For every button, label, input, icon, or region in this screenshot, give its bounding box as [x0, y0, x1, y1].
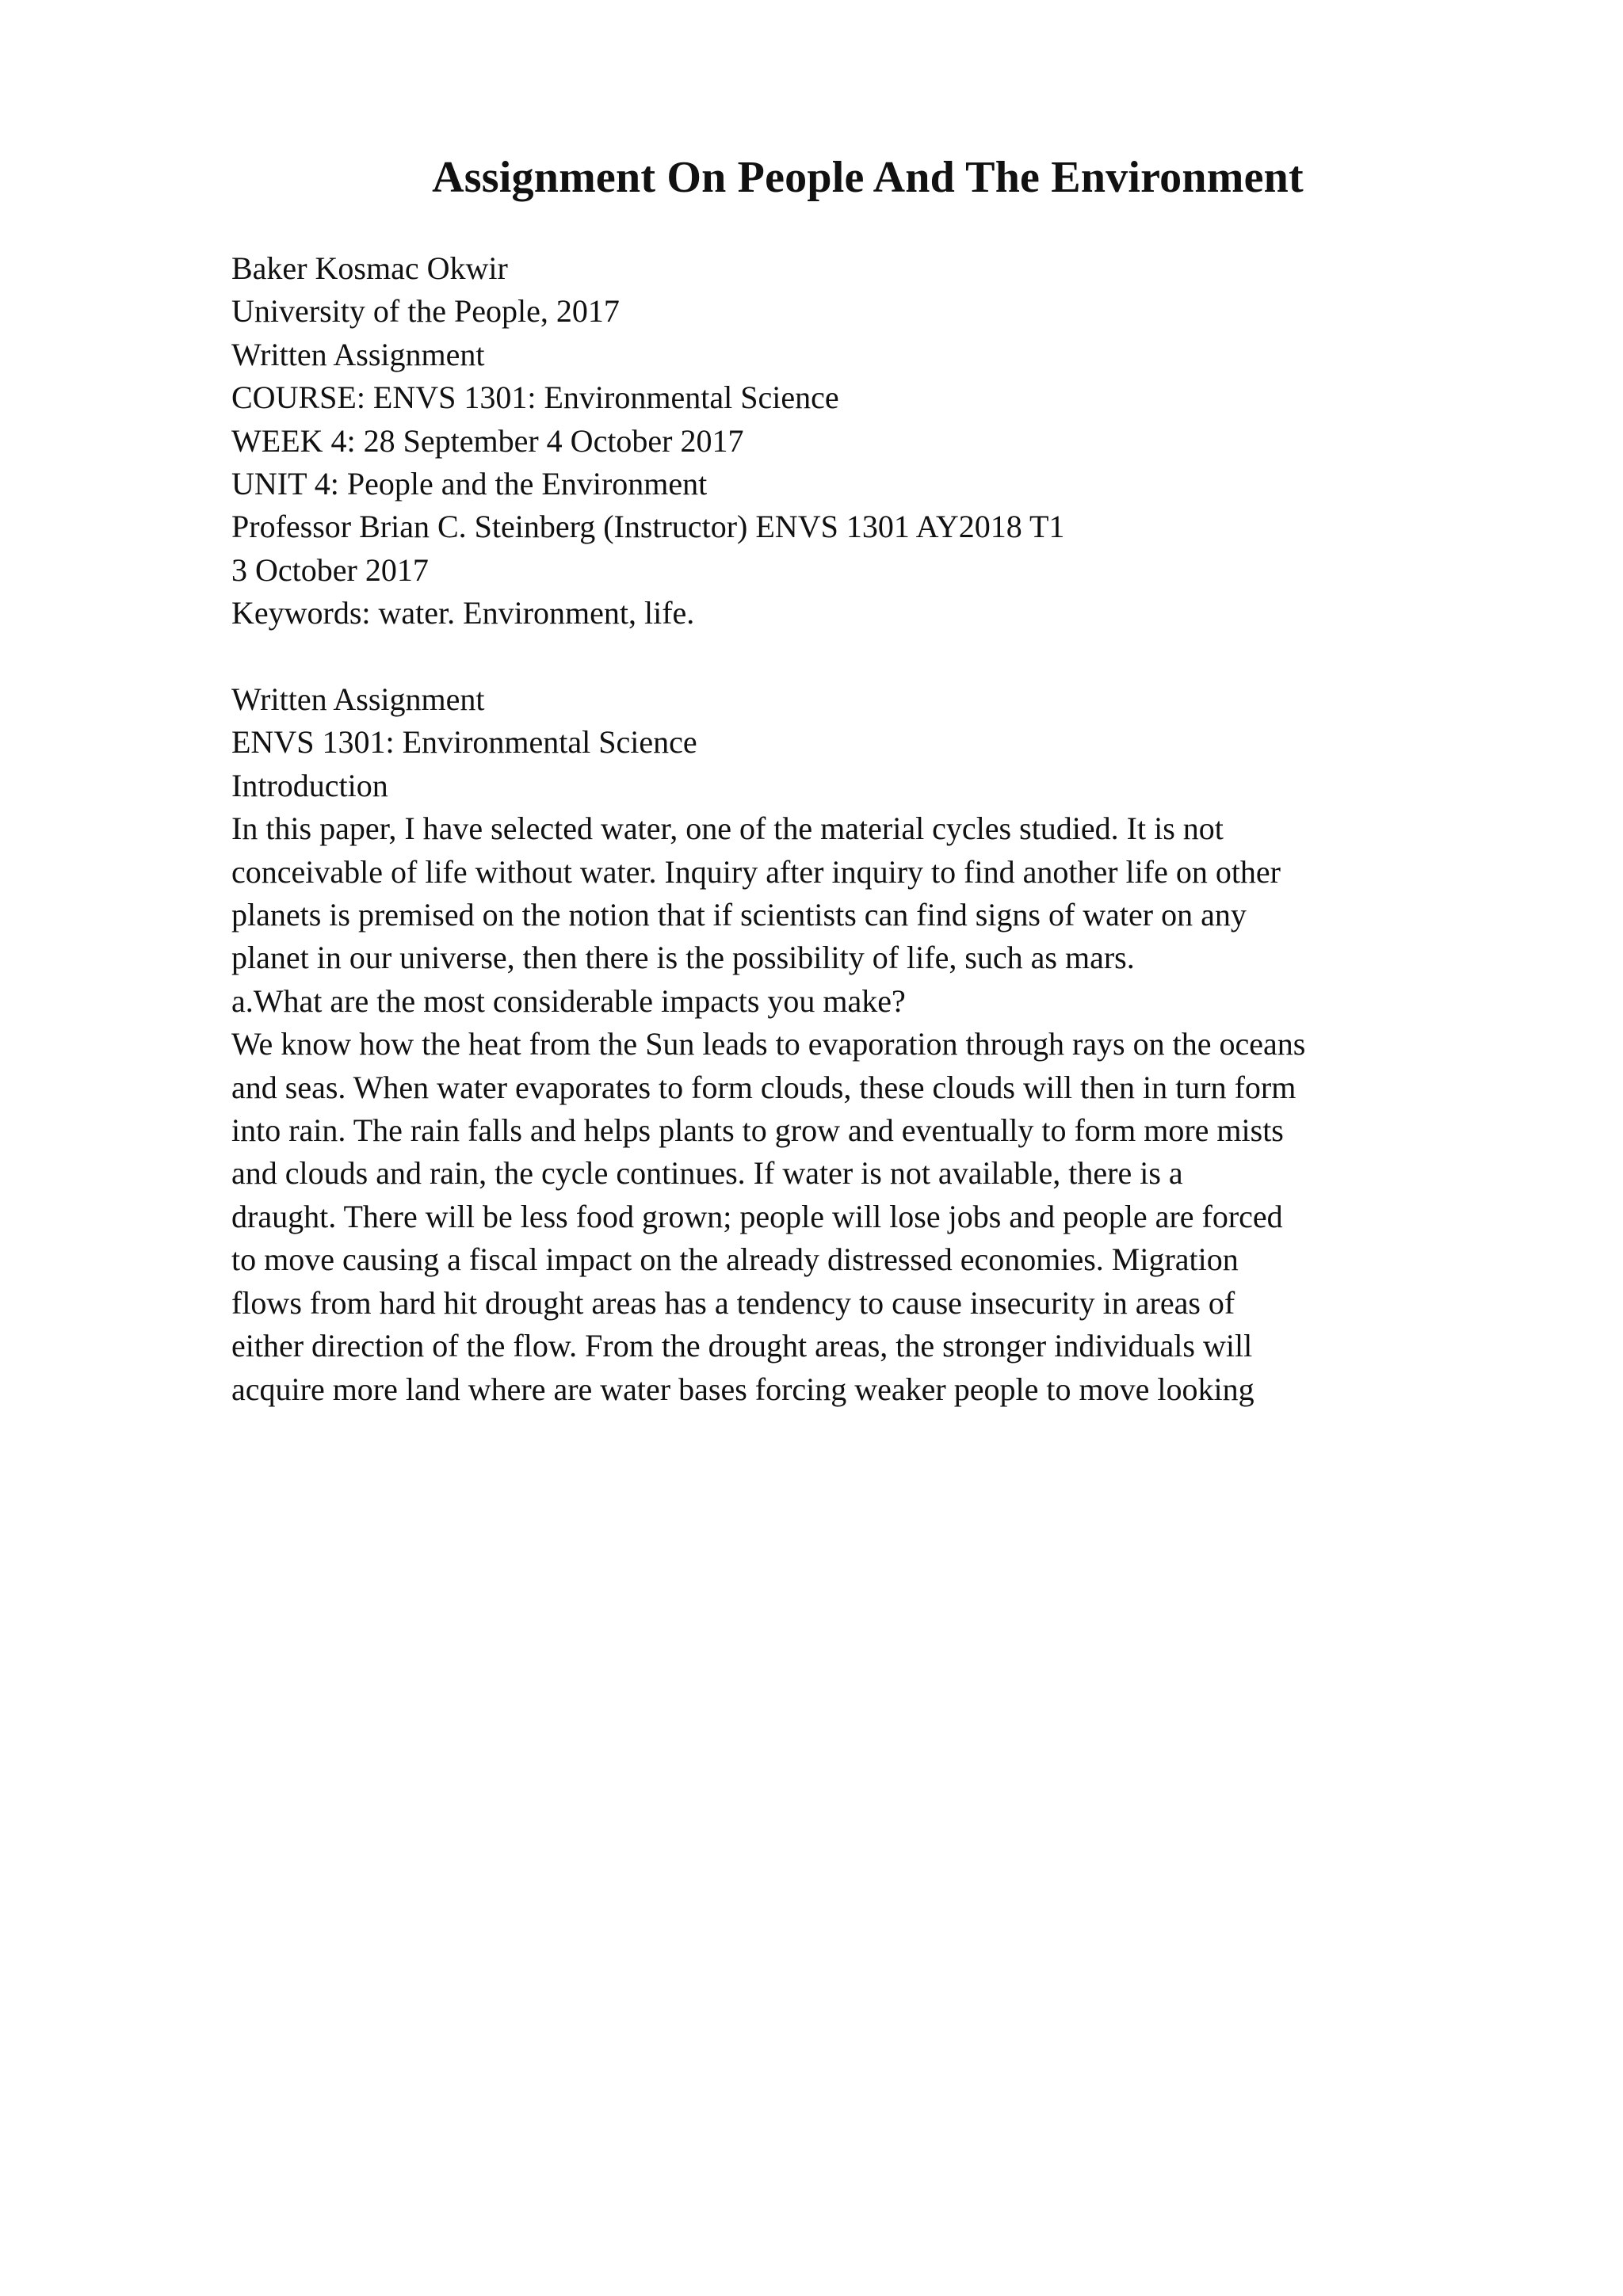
answer-line: to move causing a fiscal impact on the already distressed economies. Migration	[231, 1241, 1239, 1278]
section-heading-introduction: Introduction	[231, 767, 388, 803]
answer-line: and seas. When water evaporates to form clouds, these clouds will then in turn form	[231, 1069, 1296, 1105]
answer-line: flows from hard hit drought areas has a tendency to cause insecurity in areas of	[231, 1284, 1235, 1321]
week-line: WEEK 4: 28 September 4 October 2017	[231, 422, 744, 459]
course-line: COURSE: ENVS 1301: Environmental Science	[231, 379, 839, 416]
answer-line: acquire more land where are water bases forcing weaker people to move looking	[231, 1371, 1254, 1407]
section-heading-course: ENVS 1301: Environmental Science	[231, 724, 697, 761]
document-meta	[231, 247, 1499, 635]
professor-line: Professor Brian C. Steinberg (Instructor) ENVS 1301 AY2018 T1	[231, 509, 1065, 545]
answer-line: either direction of the flow. From the drought areas, the stronger individuals will	[231, 1328, 1253, 1364]
answer-line: We know how the heat from the Sun leads to evaporation through rays on the oceans	[231, 1026, 1306, 1062]
answer-line: draught. There will be less food grown; people will lose jobs and people are forced	[231, 1198, 1283, 1234]
intro-line: planet in our universe, then there is the possibility of life, such as mars.	[231, 940, 1135, 976]
answer-line: into rain. The rain falls and helps plants to grow and eventually to form more mists	[231, 1112, 1284, 1149]
question-a: a.What are the most considerable impacts you make?	[231, 982, 906, 1019]
intro-line: In this paper, I have selected water, one of the material cycles studied. It is not	[231, 810, 1224, 847]
unit-line: UNIT 4: People and the Environment	[231, 466, 708, 502]
assignment-type: Written Assignment	[231, 336, 485, 372]
institution-line: University of the People, 2017	[231, 293, 620, 330]
intro-line: planets is premised on the notion that if scientists can find signs of water on any	[231, 897, 1247, 933]
answer-line: and clouds and rain, the cycle continues. If water is not available, there is a	[231, 1155, 1183, 1192]
document-title: Assignment On People And The Environment	[432, 153, 1304, 202]
date-line: 3 October 2017	[231, 551, 429, 588]
author-name: Baker Kosmac Okwir	[231, 250, 508, 286]
document-body	[231, 678, 1499, 1411]
section-heading-written-assignment: Written Assignment	[231, 681, 485, 717]
intro-line: conceivable of life without water. Inquiry after inquiry to find another life on other	[231, 853, 1281, 890]
keywords-line: Keywords: water. Environment, life.	[231, 595, 695, 631]
